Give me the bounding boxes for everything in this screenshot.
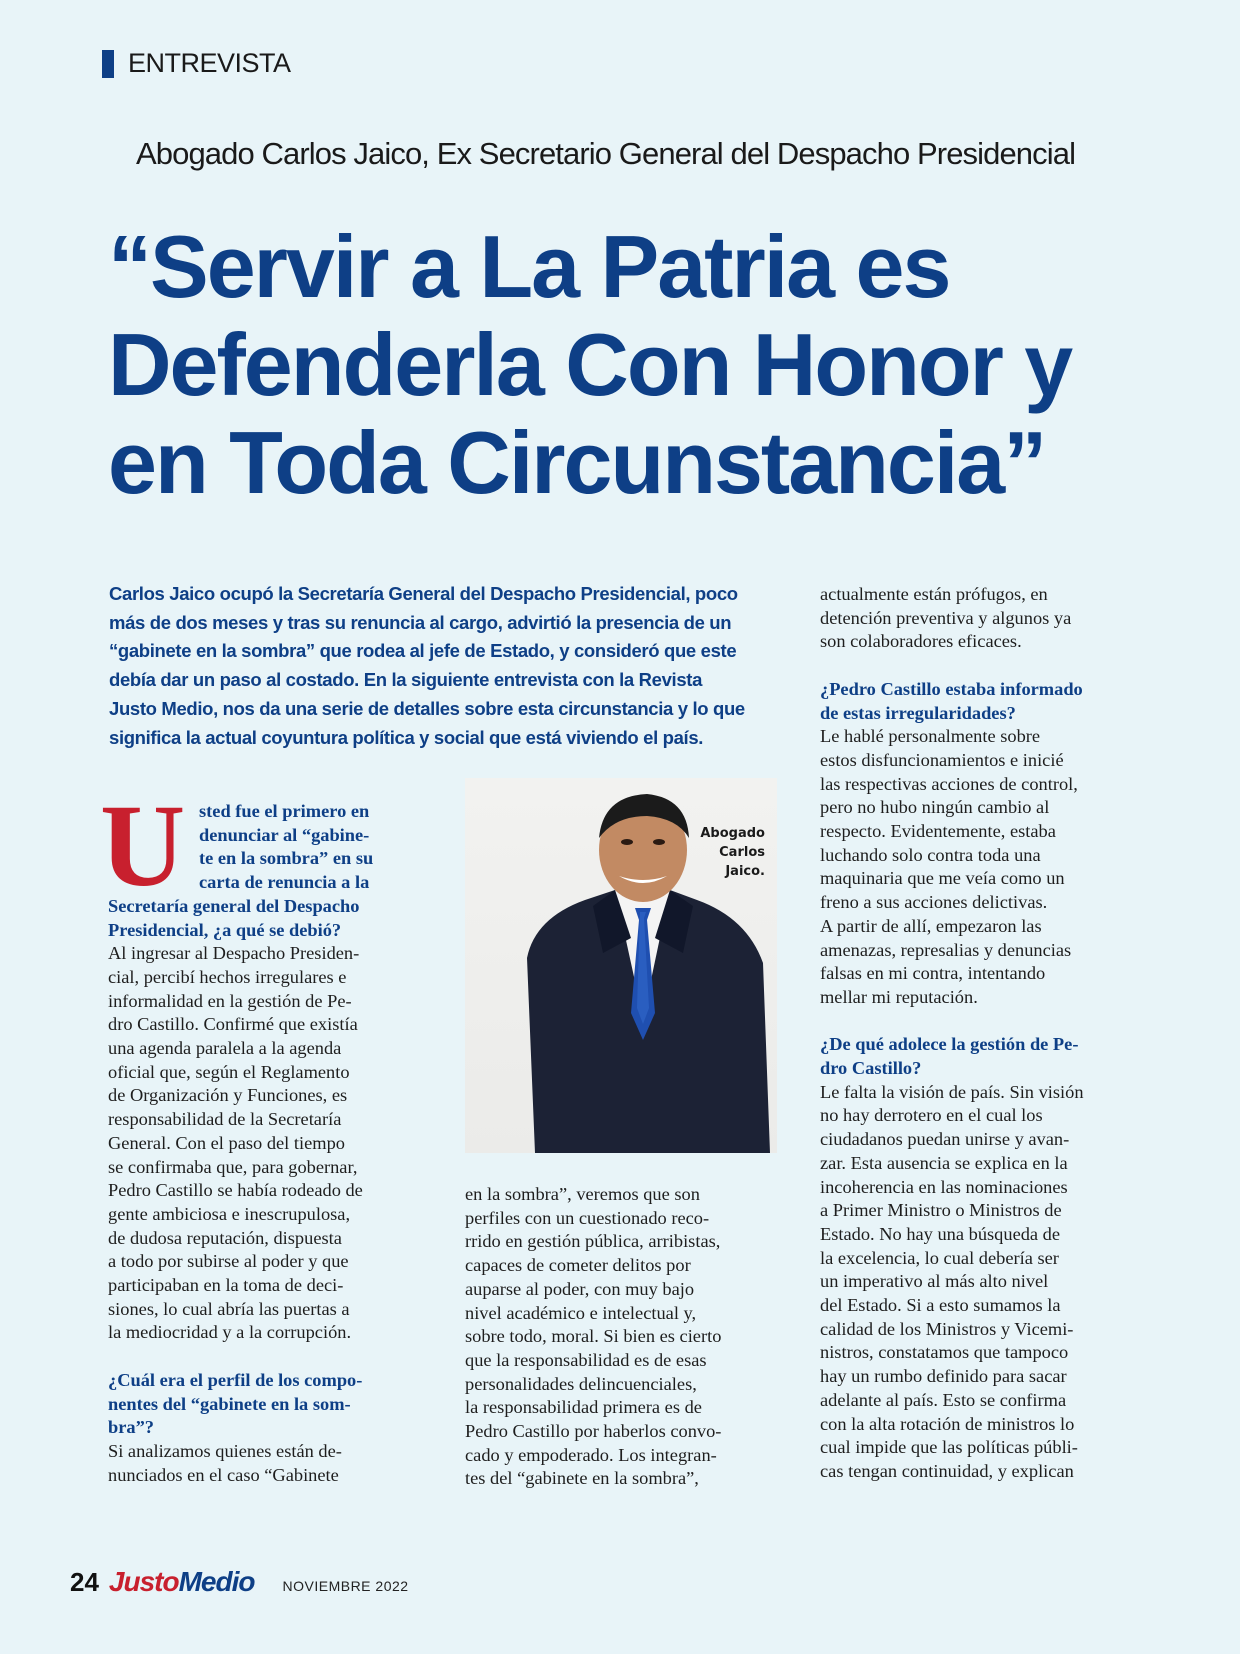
question-line: Presidencial, ¿a qué se debió? [108,919,342,940]
answer-line: luchando solo contra toda una [820,844,1041,865]
answer-line: un imperativo al más alto nivel [820,1271,1049,1292]
answer-line: cial, percibí hechos irregulares e [108,966,347,987]
answer-line: mellar mi reputación. [820,986,978,1007]
question-line: Secretaría general del Despacho [108,895,360,916]
answer-line: las respectivas acciones de control, [820,773,1078,794]
answer-line: oficial que, según el Reglamento [108,1061,350,1082]
answer-line: Estado. No hay una búsqueda de [820,1223,1061,1244]
lead-line: significa la actual coyuntura política y social que está viviendo el país. [109,726,704,748]
headline-line: “Servir a La Patria es [108,217,950,316]
question-2 [108,1369,423,1440]
question-4 [820,1033,1132,1080]
answer-2 [108,1440,423,1487]
lead-paragraph [109,580,759,752]
answer-line: freno a sus acciones delictivas. [820,892,1048,913]
answer-line: cual impide que las políticas públi- [820,1437,1078,1458]
answer-line: una agenda paralela a la agenda [108,1038,342,1059]
answer-line: no hay derrotero en el cual los [820,1105,1043,1126]
answer-line: la mediocridad y a la corrupción. [108,1322,352,1343]
lead-line: “gabinete en la sombra” que rodea al jefe de Estado, y consideró que este [109,640,737,662]
lead-line: más de dos meses y tras su renuncia al cargo, advirtió la presencia de un [109,611,732,633]
answer-line: gente ambiciosa e inescrupulosa, [108,1203,351,1224]
answer-line: nistros, constatamos que tampoco [820,1342,1069,1363]
answer-line: nunciados en el caso “Gabinete [108,1464,339,1485]
answer-1 [108,942,423,1345]
answer-line: de Organización y Funciones, es [108,1085,348,1106]
answer-4 [820,1081,1132,1484]
answer-line: auparse al poder, con muy bajo [465,1278,695,1299]
answer-line: Al ingresar al Despacho Presiden- [108,943,360,964]
answer-line: Le falta la visión de país. Sin visión [820,1081,1084,1102]
answer-line: estos disfuncionamientos e inicié [820,749,1064,770]
answer-line: amenazas, represalias y denuncias [820,939,1072,960]
column-1 [108,800,423,1487]
answer-line: falsas en mi contra, intentando [820,963,1046,984]
kicker: Abogado Carlos Jaico, Ex Secretario General del Despacho Presidencial [136,136,1076,171]
answer-line: Pedro Castillo se había rodeado de [108,1180,363,1201]
section-tag [102,48,291,79]
answer-line: participaban en la toma de deci- [108,1275,344,1296]
answer-line: ciudadanos puedan unirse y avan- [820,1129,1070,1150]
caption-line: Abogado [700,826,765,841]
question-line: de estas irregularidades? [820,702,1016,723]
answer-line: A partir de allí, empezaron las [820,915,1042,936]
headline-line: en Toda Circunstancia” [108,413,1046,512]
question-3 [820,678,1132,725]
answer-line: la responsabilidad primera es de [465,1397,702,1418]
answer-line: del Estado. Si a esto sumamos la [820,1295,1061,1316]
answer-line: cas tengan continuidad, y explican [820,1460,1074,1481]
answer-line: con la alta rotación de ministros lo [820,1413,1075,1434]
lead-line: Justo Medio, nos da una serie de detalles sobre esta circunstancia y lo que [109,697,745,719]
answer-line: rrido en gestión pública, arribistas, [465,1231,721,1252]
answer-line: pero no hubo ningún cambio al [820,797,1050,818]
caption-line: Carlos [719,845,765,860]
answer-line: calidad de los Ministros y Vicemi- [820,1318,1074,1339]
answer-line: maquinaria que me veía como un [820,868,1065,889]
answer-line: la excelencia, lo cual debería ser [820,1247,1059,1268]
answer-line: tes del “gabinete en la sombra”, [465,1468,699,1489]
question-line: dro Castillo? [820,1058,922,1079]
brand-logo-part2: Medio [178,1566,255,1597]
answer-2-continued [820,583,1132,654]
headline [108,218,1218,512]
portrait-photo [465,778,777,1153]
column-3 [820,583,1132,1484]
question-line: sted fue el primero en [199,801,370,821]
question-line: bra”? [108,1417,154,1438]
question-line: nentes del “gabinete en la som- [108,1393,351,1414]
answer-line: que la responsabilidad es de esas [465,1349,707,1370]
lead-line: Carlos Jaico ocupó la Secretaría General del Despacho Presidencial, poco [109,583,738,604]
drop-cap: U [100,780,186,911]
page-number: 24 [70,1567,99,1597]
page-footer [70,1566,409,1598]
section-label: ENTREVISTA [128,48,291,78]
answer-line: zar. Esta ausencia se explica en la [820,1152,1068,1173]
answer-line: nivel académico e intelectual y, [465,1302,697,1323]
question-line: denunciar al “gabine- [199,824,370,845]
answer-line: siones, lo cual abría las puertas a [108,1298,350,1319]
answer-line: informalidad en la gestión de Pe- [108,990,352,1011]
question-line: ¿Pedro Castillo estaba informado [820,678,1083,699]
answer-line: a Primer Ministro o Ministros de [820,1200,1062,1221]
issue-date: NOVIEMBRE 2022 [282,1578,409,1594]
answer-line: Le hablé personalmente sobre [820,726,1041,747]
answer-line: detención preventiva y algunos ya [820,607,1072,628]
answer-line: de dudosa reputación, dispuesta [108,1227,342,1248]
answer-line: actualmente están prófugos, en [820,584,1048,604]
question-line: ¿Cuál era el perfil de los compo- [108,1369,363,1390]
headline-line: Defenderla Con Honor y [108,315,1072,414]
answer-line: General. Con el paso del tiempo [108,1132,345,1153]
answer-line: a todo por subirse al poder y que [108,1251,349,1272]
answer-line: respecto. Evidentemente, estaba [820,821,1056,842]
answer-line: en la sombra”, veremos que son [465,1184,700,1204]
answer-line: capaces de cometer delitos por [465,1255,691,1276]
question-line: ¿De qué adolece la gestión de Pe- [820,1034,1079,1055]
answer-line: hay un rumbo definido para sacar [820,1366,1067,1387]
answer-line: responsabilidad de la Secretaría [108,1109,342,1130]
answer-3 [820,725,1132,1009]
answer-line: sobre todo, moral. Si bien es cierto [465,1326,722,1347]
question-1 [108,800,423,942]
caption-line: Jaico. [725,864,765,879]
lead-line: debía dar un paso al costado. En la siguiente entrevista con la Revista [109,669,703,691]
answer-line: dro Castillo. Confirmé que existía [108,1014,358,1035]
answer-line: cado y empoderado. Los integran- [465,1444,717,1465]
answer-line: son colaboradores eficaces. [820,631,1022,652]
question-line: te en la sombra” en su [199,848,374,869]
question-line: carta de renuncia a la [199,872,370,893]
section-bar [102,50,114,78]
answer-line: se confirmaba que, para gobernar, [108,1156,358,1177]
answer-line: personalidades delincuenciales, [465,1373,697,1394]
answer-line: adelante al país. Esto se confirma [820,1389,1067,1410]
photo-caption [700,824,765,881]
answer-line: Pedro Castillo por haberlos convo- [465,1421,722,1442]
answer-line: incoherencia en las nominaciones [820,1176,1068,1197]
answer-line: perfiles con un cuestionado reco- [465,1207,710,1228]
column-2 [465,1183,777,1491]
brand-logo-part1: Justo [108,1566,179,1597]
answer-line: Si analizamos quienes están de- [108,1440,342,1461]
